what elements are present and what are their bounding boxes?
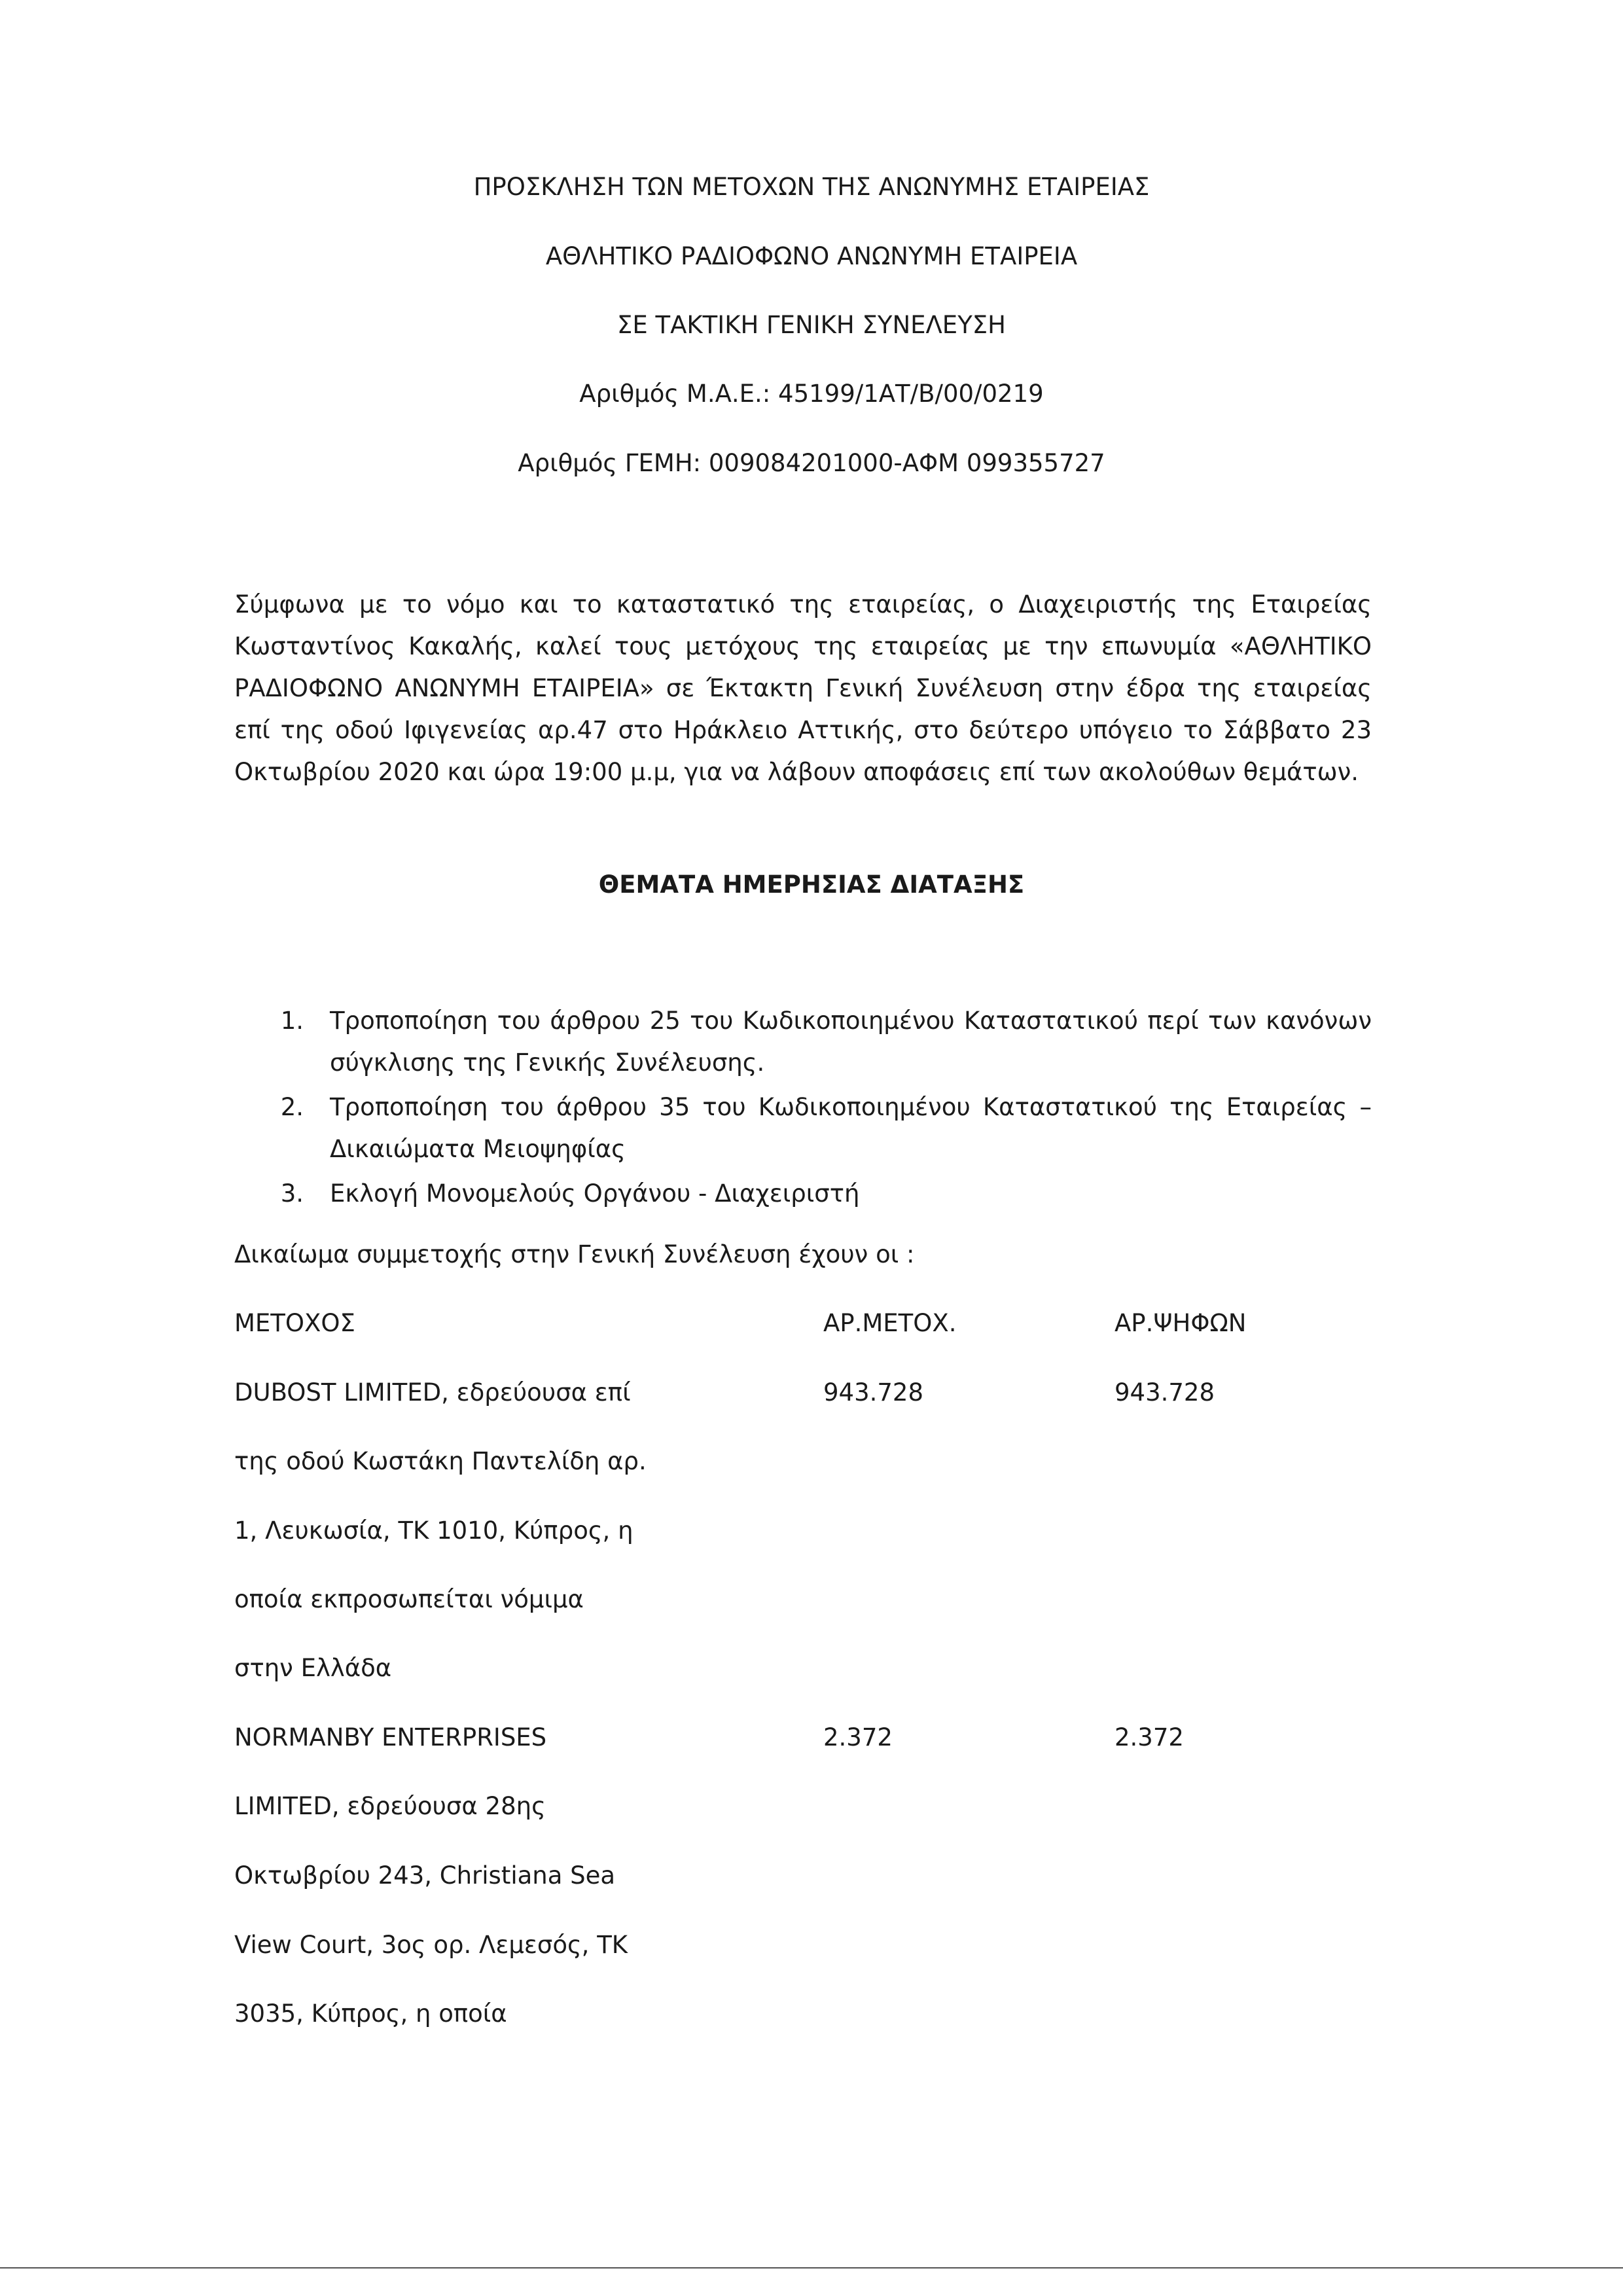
agenda-item-text: Τροποποίηση του άρθρου 25 του Κωδικοποιημένου Καταστατικού περί των κανόνων σύγκλισης της Γενικής Συνέλευσης. (330, 1007, 1372, 1077)
shareholder-name-line: View Court, 3ος ορ. Λεμεσός, ΤΚ (234, 1931, 628, 1959)
shareholder-name-line: DUBOST LIMITED, εδρεύουσα επί (234, 1378, 631, 1407)
agenda-item (234, 1173, 1372, 1215)
agenda-title: ΘΕΜΑΤΑ ΗΜΕΡΗΣΙΑΣ ΔΙΑΤΑΞΗΣ (598, 870, 1025, 899)
company-name: ΑΘΛΗΤΙΚΟ ΡΑΔΙΟΦΩΝΟ ΑΝΩΝΥΜΗ ΕΤΑΙΡΕΙΑ (545, 242, 1078, 270)
agenda-item (234, 1000, 1372, 1084)
agenda-item-text: Εκλογή Μονομελούς Οργάνου - Διαχειριστή (330, 1179, 860, 1208)
invitation-title: ΠΡΟΣΚΛΗΣΗ ΤΩΝ ΜΕΤΟΧΩΝ ΤΗΣ ΑΝΩΝΥΜΗΣ ΕΤΑΙΡΕΙΑΣ (473, 173, 1150, 201)
shareholder-name-line: οποία εκπροσωπείται νόμιμα (234, 1585, 584, 1613)
shareholder-name-line: 3035, Κύπρος, η οποία (234, 2000, 507, 2028)
agenda-list (234, 1000, 1372, 1217)
shareholder-name-line: NORMANBY ENTERPRISES (234, 1723, 547, 1751)
shareholder-name-line: στην Ελλάδα (234, 1654, 392, 1682)
shareholder-shares: 943.728 (823, 1378, 924, 1407)
table-header-votes: ΑΡ.ΨΗΦΩΝ (1115, 1309, 1247, 1337)
agenda-item-number: 1. (280, 1007, 304, 1035)
agenda-item-text: Τροποποίηση του άρθρου 35 του Κωδικοποιημένου Καταστατικού της Εταιρείας – Δικαιώματα Μειοψηφίας (330, 1093, 1372, 1163)
shareholder-name-line: Οκτωβρίου 243, Christiana Sea (234, 1861, 616, 1890)
shareholder-votes: 943.728 (1115, 1378, 1215, 1407)
mae-number: Αριθμός Μ.Α.Ε.: 45199/1ΑΤ/Β/00/0219 (579, 380, 1044, 408)
gemi-afm-number: Αριθμός ΓΕΜΗ: 009084201000-ΑΦΜ 099355727 (518, 449, 1105, 477)
agenda-item-number: 2. (280, 1093, 304, 1121)
table-header-shareholder: ΜΕΤΟΧΟΣ (234, 1309, 355, 1337)
intro-paragraph: Σύμφωνα με το νόμο και το καταστατικό της εταιρείας, ο Διαχειριστής της Εταιρείας Κωσταντίνος Κακαλής, καλεί τους μετόχους της εταιρείας με την επωνυμία «ΑΘΛΗΤΙΚΟ ΡΑΔΙΟΦΩΝΟ ΑΝΩΝΥΜΗ ΕΤΑΙΡΕΙΑ» σε Έκτακτη Γενική Συνέλευση στην έδρα της εταιρείας επί της οδού Ιφιγενείας αρ.47 στο Ηράκλειο Αττικής, στο δεύτερο υπόγειο το Σάββατο 23 Οκτωβρίου 2020 και ώρα 19:00 μ.μ, για να λάβουν αποφάσεις επί των ακολούθων θεμάτων. (234, 590, 1372, 786)
footer-divider (0, 2267, 1623, 2269)
shareholder-votes: 2.372 (1115, 1723, 1184, 1751)
shareholder-name-line: της οδού Κωστάκη Παντελίδη αρ. (234, 1447, 647, 1475)
shareholder-name-line: LIMITED, εδρεύουσα 28ης (234, 1792, 546, 1820)
meeting-type: ΣΕ ΤΑΚΤΙΚΗ ΓΕΝΙΚΗ ΣΥΝΕΛΕΥΣΗ (616, 311, 1006, 339)
agenda-item (234, 1086, 1372, 1170)
participation-rights-line: Δικαίωμα συμμετοχής στην Γενική Συνέλευση έχουν οι : (234, 1240, 915, 1268)
agenda-item-number: 3. (280, 1179, 304, 1208)
shareholder-shares: 2.372 (823, 1723, 893, 1751)
shareholder-name-line: 1, Λευκωσία, ΤΚ 1010, Κύπρος, η (234, 1516, 633, 1545)
table-header-shares: ΑΡ.ΜΕΤΟΧ. (823, 1309, 957, 1337)
